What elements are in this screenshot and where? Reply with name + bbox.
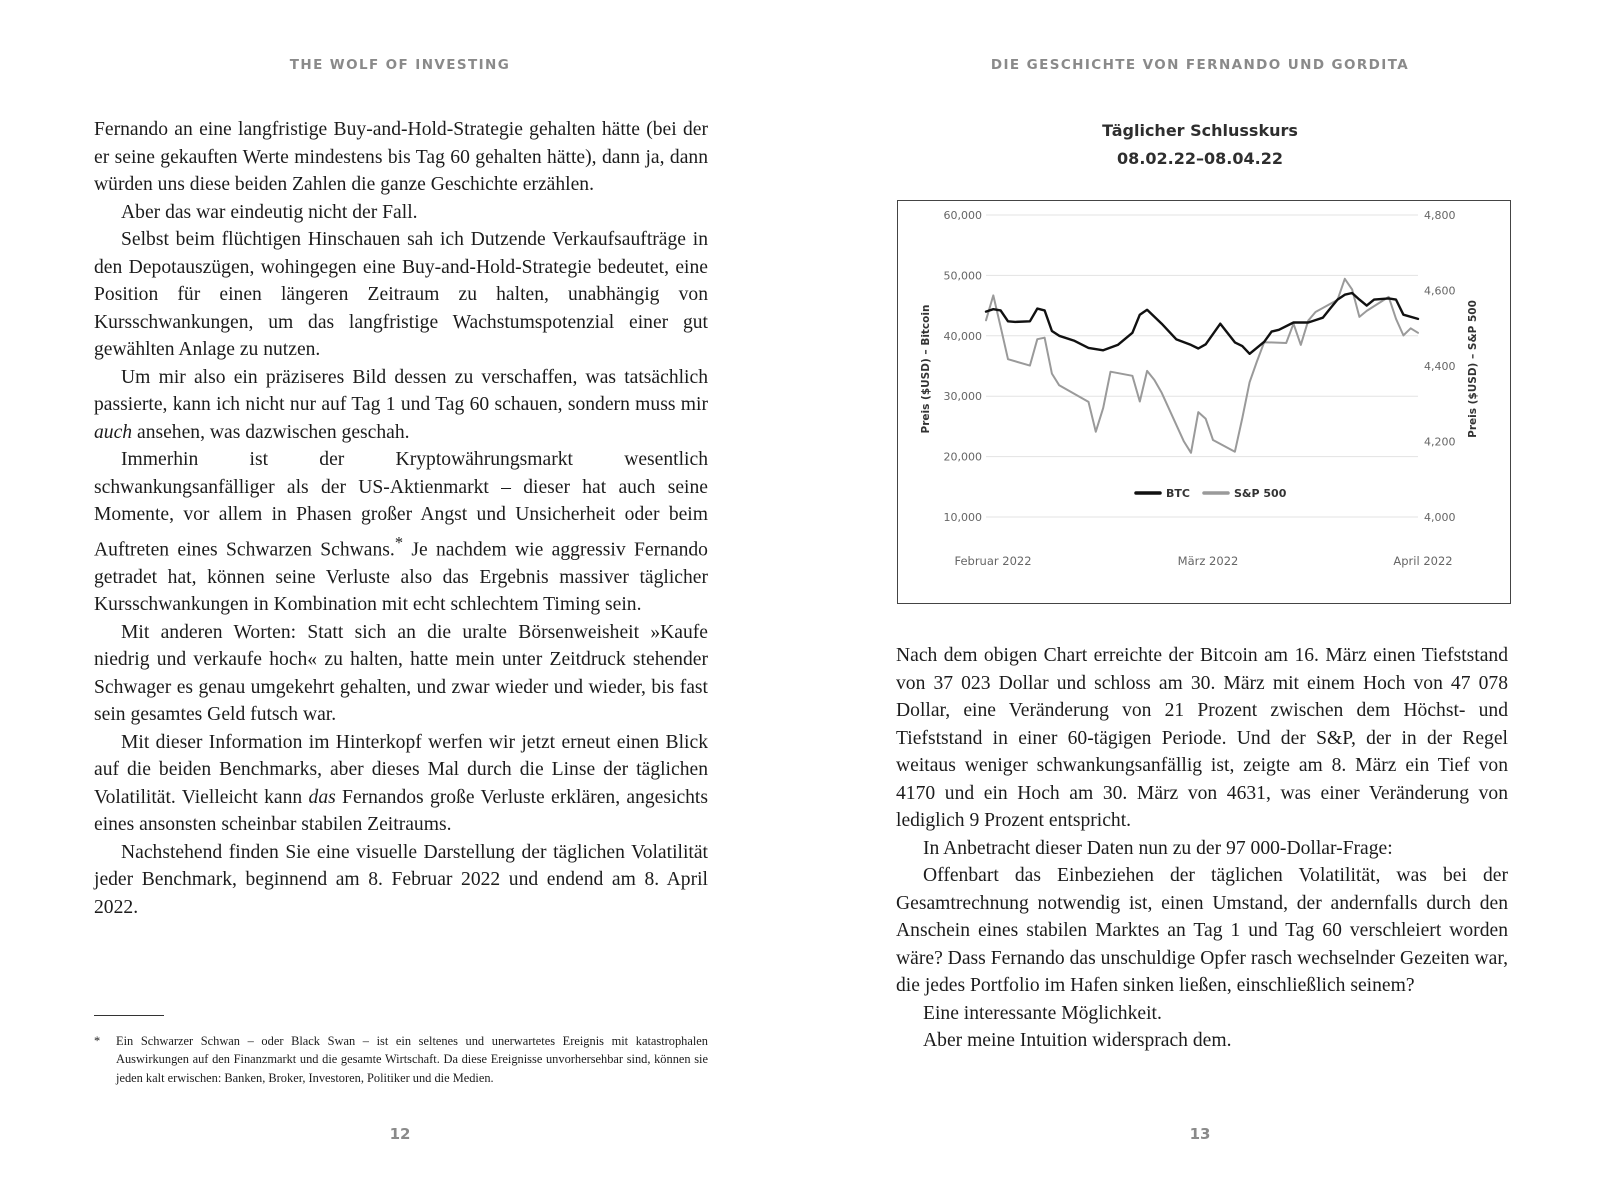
page-number-right: 13 bbox=[1189, 1125, 1211, 1143]
footnote bbox=[94, 1032, 708, 1087]
y-right-tick-label: 4,600 bbox=[1424, 284, 1456, 298]
line-chart bbox=[898, 201, 1512, 605]
legend-label: S&P 500 bbox=[1234, 487, 1287, 500]
paragraph: Fernando an eine langfristige Buy-and-Hold-Strategie gehalten hätte (bei der er seine gekauften Werte mindestens bis Tag 60 gehalten hätte), dann ja, dann würden uns diese beiden Zahlen die ganze Geschichte erzählen. bbox=[94, 119, 708, 195]
footnote-text: Ein Schwarzer Schwan – oder Black Swan – ist ein seltenes und unerwartetes Ereignis mit katastrophalen Auswirkungen auf den Finanzmarkt und die gesamte Wirtschaft. Da diese Ereignisse unvorhersehbar sind, können sie jeden kalt erwischen: Banken, Broker, Investoren, Politiker und die Medien. bbox=[116, 1034, 708, 1085]
paragraph bbox=[94, 729, 708, 839]
paragraph: Offenbart das Einbeziehen der täglichen Volatilität, was bei der Gesamtrechnung notwendig ist, einen Umstand, der andernfalls durch den Anschein eines stabilen Marktes an Tag 1 und Tag 60 verschleiert worden wäre? Dass Fernando das unschuldige Opfer rasch wechselnder Gezeiten war, die jedes Portfolio im Hafen sinken ließen, einschließlich seinem? bbox=[896, 865, 1508, 996]
y-left-tick-label: 20,000 bbox=[943, 450, 982, 464]
y-left-tick-label: 40,000 bbox=[943, 329, 982, 343]
y-right-tick-label: 4,000 bbox=[1424, 511, 1456, 524]
text-run: Je nachdem wie aggressiv Fernando getradet hat, können seine Verluste also das Ergebnis massiver täglicher Kursschwankungen in Kombination mit echt schlechtem Timing sein. bbox=[94, 539, 708, 616]
paragraph bbox=[94, 364, 708, 447]
paragraph: Eine interessante Möglichkeit. bbox=[923, 1002, 1162, 1024]
right-body-text bbox=[896, 642, 1508, 1055]
paragraph: Nachstehend finden Sie eine visuelle Darstellung der täglichen Volatilität jeder Benchmark, beginnend am 8. Februar 2022 und endend am 8. April 2022. bbox=[94, 841, 708, 918]
text-run: Fernandos große Verluste erklären, angesichts eines ansonsten scheinbar stabilen Zeitraums. bbox=[94, 786, 708, 836]
legend-label: BTC bbox=[1166, 487, 1190, 500]
text-run: ansehen, was dazwischen geschah. bbox=[132, 421, 410, 443]
footnote-mark: * bbox=[94, 1034, 101, 1048]
footnote-rule bbox=[94, 1015, 164, 1016]
y-left-tick-label: 30,000 bbox=[943, 390, 982, 404]
paragraph: Aber meine Intuition widersprach dem. bbox=[923, 1030, 1232, 1051]
page-number-left: 12 bbox=[389, 1125, 411, 1143]
x-tick-label: Februar 2022 bbox=[954, 554, 1032, 568]
x-tick-label: März 2022 bbox=[1177, 554, 1239, 568]
x-tick-label: April 2022 bbox=[1393, 554, 1453, 568]
chart-subtitle: 08.02.22–08.04.22 bbox=[1117, 149, 1283, 168]
paragraph: Aber das war eindeutig nicht der Fall. bbox=[121, 201, 418, 223]
right-page bbox=[800, 0, 1600, 1186]
running-head-right: DIE GESCHICHTE VON FERNANDO UND GORDITA bbox=[990, 57, 1410, 73]
running-head-left: THE WOLF OF INVESTING bbox=[289, 57, 511, 73]
series-line-btc bbox=[986, 293, 1418, 354]
paragraph: In Anbetracht dieser Daten nun zu der 97 000-Dollar-Frage: bbox=[923, 837, 1393, 859]
y-right-tick-label: 4,400 bbox=[1424, 360, 1456, 373]
series-line-s-p-500 bbox=[986, 279, 1418, 453]
paragraph bbox=[94, 446, 708, 619]
paragraph: Mit anderen Worten: Statt sich an die uralte Börsenweisheit »Kaufe niedrig und verkaufe hoch« zu halten, hatte mein unter Zeitdruck stehender Schwager es genau umgekehrt gehalten, und zwar wieder und wieder, bis fast sein gesamtes Geld futsch war. bbox=[94, 621, 708, 726]
chart-frame bbox=[897, 200, 1511, 604]
paragraph: Selbst beim flüchtigen Hinschauen sah ich Dutzende Verkaufsaufträge in den Depotauszügen, wohingegen eine Buy-and-Hold-Strategie bedeutet, eine Position für einen längeren Zeitraum zu halten, unabhängig von Kursschwankungen, um das langfristige Wachstumspotenzial einer gut gewählten Anlage zu nutzen. bbox=[94, 229, 708, 360]
y-left-axis-title: Preis ($USD) – Bitcoin bbox=[920, 304, 932, 434]
text-run: Um mir also ein präziseres Bild dessen zu verschaffen, was tatsächlich passierte, kann ich nicht nur auf Tag 1 und Tag 60 schauen, sondern muss mir bbox=[94, 366, 708, 415]
y-left-tick-label: 60,000 bbox=[943, 209, 982, 222]
footnote-reference[interactable]: * bbox=[394, 532, 403, 552]
paragraph: Nach dem obigen Chart erreichte der Bitcoin am 16. März einen Tiefststand von 37 023 Dollar und schloss am 30. März mit einem Hoch von 47 078 Dollar, eine Veränderung von 21 Prozent zwischen dem Höchst- und Tiefststand in einer 60-tägigen Periode. Und der S&P, der in der Regel weitaus weniger schwankungsanfällig ist, zeigte am 8. März ein Tief von 4170 und ein Hoch am 30. März von 4631, was einer Veränderung von lediglich 9 Prozent entspricht. bbox=[896, 645, 1508, 831]
y-right-axis-title: Preis ($USD) – S&P 500 bbox=[1467, 300, 1479, 438]
left-body-text bbox=[94, 116, 708, 921]
chart-title: Täglicher Schlusskurs bbox=[1102, 121, 1298, 140]
y-left-tick-label: 10,000 bbox=[943, 511, 982, 524]
emphasis: das bbox=[308, 786, 336, 808]
y-right-tick-label: 4,200 bbox=[1424, 435, 1456, 449]
y-left-tick-label: 50,000 bbox=[943, 269, 982, 283]
chart-heading bbox=[800, 117, 1600, 173]
text-run: Immerhin ist der Kryptowährungsmarkt wesentlich schwankungsanfälliger als der US-Aktienmarkt – dieser hat auch seine Momente, vor allem in Phasen großer Angst und Unsicherheit oder beim Auftreten eines Schwarzen Schwans. bbox=[94, 449, 708, 561]
text-run: Mit dieser Information im Hinterkopf werfen wir jetzt erneut einen Blick auf die beiden Benchmarks, aber dieses Mal durch die Linse der täglichen Volatilität. Vielleicht kann bbox=[94, 731, 708, 808]
y-right-tick-label: 4,800 bbox=[1424, 209, 1456, 222]
emphasis: auch bbox=[94, 421, 133, 443]
